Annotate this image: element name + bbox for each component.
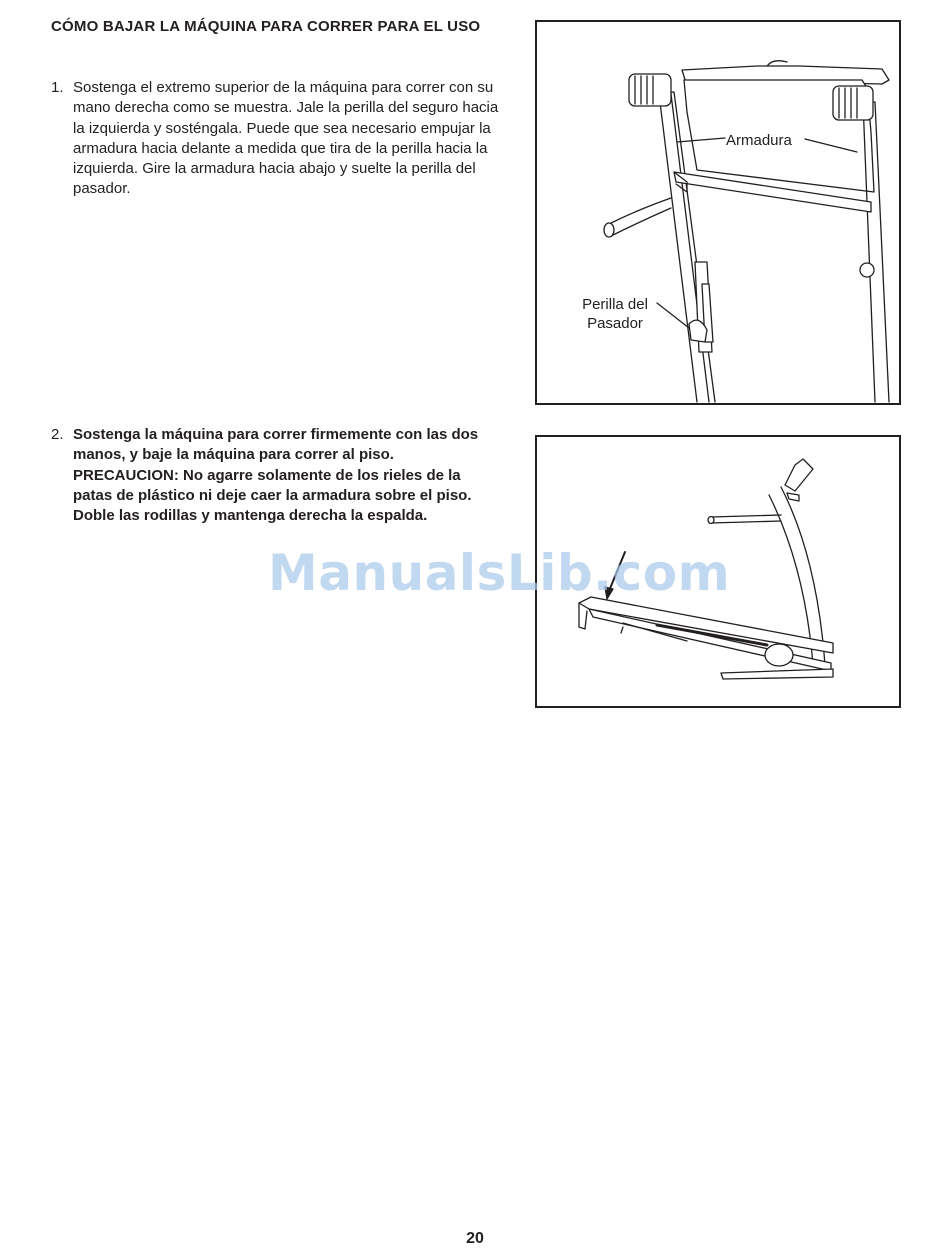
step-number: 1. (51, 79, 64, 96)
treadmill-upright-illustration (537, 22, 899, 403)
step-text: Sostenga la máquina para correr firmemente con las dos manos, y baje la máquina para correr al piso. PRECAUCION: No agarre solamente de los rieles de la patas de plástico ni deje caer la armadura sobre el piso. Doble las rodillas y mantenga derecha la espalda. (73, 426, 479, 525)
section-heading: CÓMO BAJAR LA MÁQUINA PARA CORRER PARA EL USO (51, 18, 481, 35)
step-2 (51, 425, 501, 526)
page-number: 20 (466, 1230, 484, 1247)
callout-line: Perilla del (582, 296, 648, 313)
figure-folded-treadmill (535, 20, 901, 405)
callout-line: Pasador (587, 315, 643, 332)
callout-armadura: Armadura (726, 132, 792, 149)
watermark: ManualsLib.com (268, 544, 731, 602)
step-number: 2. (51, 426, 64, 443)
step-1 (51, 78, 501, 200)
callout-perilla-del-pasador (575, 295, 655, 333)
step-text: Sostenga el extremo superior de la máquina para correr con su mano derecha como se muestra. Jale la perilla del seguro hacia la izquierda y sosténgala. Puede que sea necesario empujar la armadura hacia delante a medida que tira de la perilla hacia la izquierda. Gire la armadura hacia abajo y suelte la perilla del pasador. (73, 79, 499, 198)
